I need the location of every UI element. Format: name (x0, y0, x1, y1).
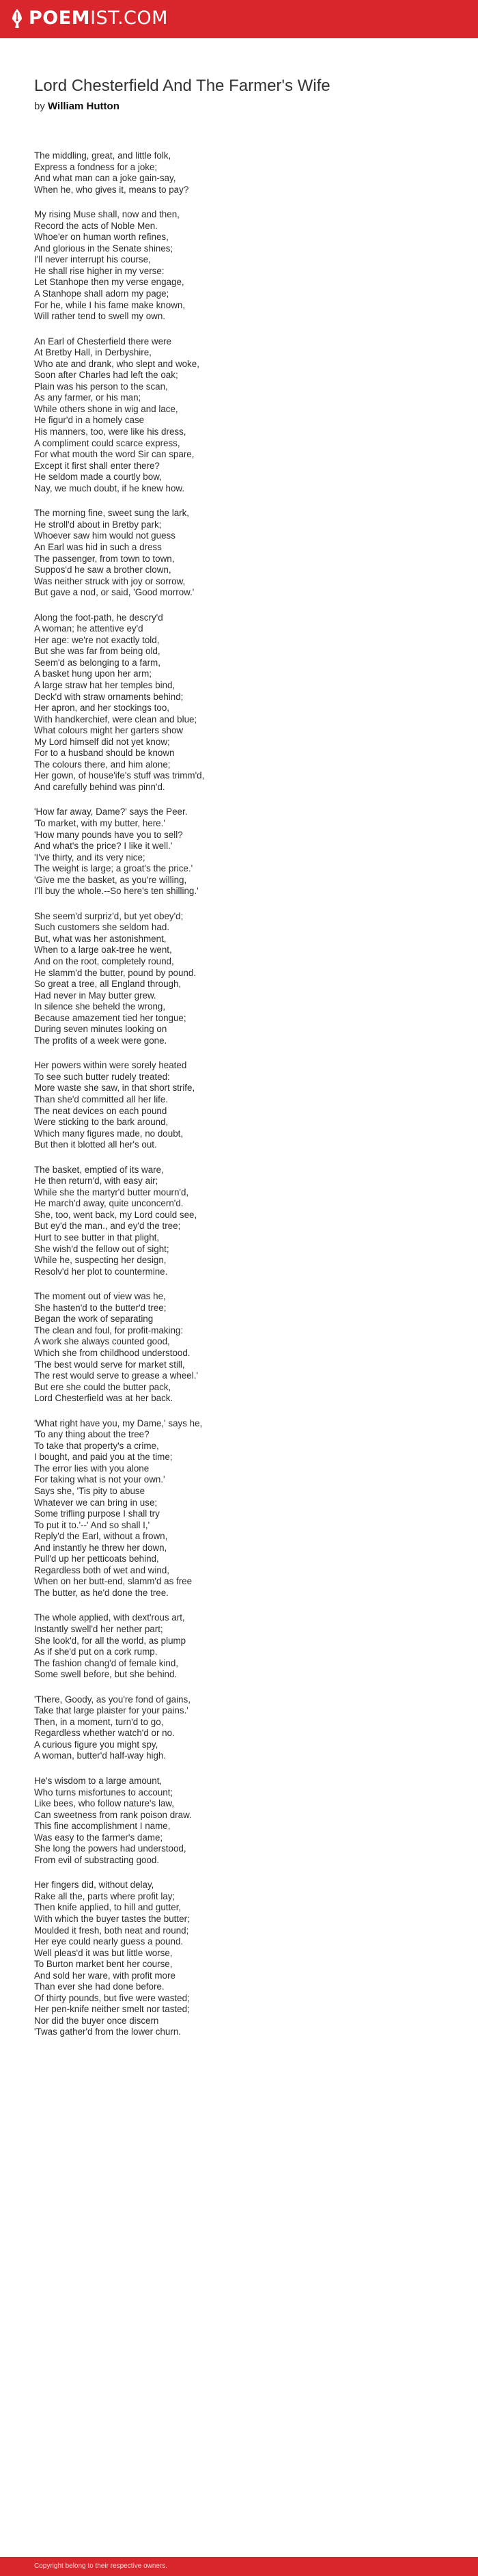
poem-line: With handkerchief, were clean and blue; (34, 714, 197, 724)
poem-line: Who turns misfortunes to account; (34, 1787, 173, 1798)
poem-line: A large straw hat her temples bind, (34, 679, 175, 690)
poem-line: So great a tree, all England through, (34, 979, 182, 990)
stanza (34, 1291, 451, 1404)
poem-line: Her eye could nearly guess a pound. (34, 1936, 184, 1947)
poem-line: A woman, butter'd half-way high. (34, 1750, 167, 1761)
stanza (34, 1694, 451, 1762)
poem-line: As any farmer, or his man; (34, 392, 141, 403)
poem-line: Her age: we're not exactly told, (34, 634, 160, 645)
poem-line: Was easy to the farmer's dame; (34, 1832, 163, 1843)
stanza (34, 1418, 451, 1599)
poem-line: She, too, went back, my Lord could see, (34, 1209, 197, 1220)
poem-line: And what man can a joke gain-say, (34, 173, 176, 184)
poem-line: When he, who gives it, means to pay? (34, 184, 189, 195)
poem-line: The moment out of view was he, (34, 1291, 166, 1302)
poem-line: He seldom made a courtly bow, (34, 472, 162, 483)
stanza (34, 806, 451, 897)
poem-line: To take that property's a crime, (34, 1440, 159, 1451)
poem-line: The morning fine, sweet sung the lark, (34, 508, 190, 519)
poem-line: I'll never interrupt his course, (34, 254, 151, 265)
poem-line: Her fingers did, without delay, (34, 1880, 154, 1890)
poem-line: Will rather tend to swell my own. (34, 311, 165, 322)
poem-line: While she the martyr'd butter mourn'd, (34, 1187, 189, 1197)
poem-line: When on her butt-end, slamm'd as free (34, 1576, 193, 1587)
logo-text-bold: POEM (29, 8, 91, 29)
poem-line: Such customers she seldom had. (34, 922, 169, 933)
site-logo-text (29, 8, 168, 29)
poem-line: During seven minutes looking on (34, 1024, 167, 1035)
poem-line: Take that large plaister for your pains.' (34, 1705, 188, 1716)
poem-line: 'To market, with my butter, here.' (34, 817, 165, 828)
stanza (34, 209, 451, 322)
poem-line: Then, in a moment, turn'd to go, (34, 1716, 164, 1727)
poem-line: Instantly swell'd her nether part; (34, 1623, 163, 1634)
poem-line: Pull'd up her petticoats behind, (34, 1554, 159, 1564)
poem-line: He figur'd in a homely case (34, 415, 145, 426)
stanza (34, 1880, 451, 2038)
poem-line: Deck'd with straw ornaments behind; (34, 691, 184, 702)
poem-line: 'The best would serve for market still, (34, 1359, 185, 1370)
poem-line: The passenger, from town to town, (34, 553, 175, 564)
poem-line: Had never in May butter grew. (34, 990, 156, 1001)
poem-line: A curious figure you might spy, (34, 1739, 158, 1750)
stanza (34, 508, 451, 598)
poem-line: But then it blotted all her's out. (34, 1139, 157, 1150)
poem-header (34, 75, 451, 113)
poem-line: What colours might her garters show (34, 725, 184, 736)
poem-line: My rising Muse shall, now and then, (34, 209, 180, 220)
poem-line: For what mouth the word Sir can spare, (34, 449, 195, 460)
site-logo-link[interactable] (10, 8, 168, 29)
poem-line: To Burton market bent her course, (34, 1959, 173, 1970)
poem-line: More waste she saw, in that short strife, (34, 1083, 195, 1094)
poem-line: 'Give me the basket, as you're willing, (34, 874, 187, 885)
poem-line: 'There, Goody, as you're fond of gains, (34, 1694, 191, 1705)
poem-line: Suppos'd he saw a brother clown, (34, 565, 171, 575)
poem-line: The error lies with you alone (34, 1463, 150, 1474)
poem-line: Regardless whether watch'd or no. (34, 1728, 175, 1739)
poem-line: Reply'd the Earl, without a frown, (34, 1531, 168, 1542)
poem-line: And glorious in the Senate shines; (34, 243, 173, 254)
poem-line: To see such butter rudely treated: (34, 1071, 170, 1082)
poem-line: Her pen-knife neither smelt nor tasted; (34, 2004, 190, 2015)
poem-line: The fashion chang'd of female kind, (34, 1657, 178, 1668)
poem-line: The clean and foul, for profit-making: (34, 1325, 184, 1336)
poem-line: The whole applied, with dext'rous art, (34, 1612, 185, 1623)
poem-line: Then knife applied, to hill and gutter, (34, 1902, 182, 1913)
poem-line: Her apron, and her stockings too, (34, 703, 169, 714)
poem-line: He march'd away, quite unconcern'd. (34, 1198, 184, 1209)
poem-line: Of thirty pounds, but five were wasted; (34, 1992, 190, 2003)
author-name: William Hutton (48, 100, 120, 112)
poem-line: Than ever she had done before. (34, 1981, 165, 1992)
poem-line: He slamm'd the butter, pound by pound. (34, 967, 197, 978)
poem-line: She seem'd surpriz'd, but yet obey'd; (34, 910, 184, 921)
poem-line: My Lord himself did not yet know; (34, 736, 170, 747)
copyright-notice: Copyright belong to their respective owners. (34, 2562, 168, 2570)
poem-line: The colours there, and him alone; (34, 759, 171, 770)
stanza (34, 1165, 451, 1277)
stanza (34, 1060, 451, 1150)
poem-line: Some swell before, but she behind. (34, 1669, 178, 1680)
poem-line: But, what was her astonishment, (34, 933, 167, 944)
poem-line: For he, while I his fame make known, (34, 299, 186, 310)
byline-prefix: by (34, 100, 45, 112)
poem-line: Nor did the buyer once discern (34, 2015, 159, 2026)
poem-line: The butter, as he'd done the tree. (34, 1587, 169, 1598)
poem-line: While he, suspecting her design, (34, 1255, 167, 1266)
site-header (0, 0, 478, 38)
poem-line: In silence she beheld the wrong, (34, 1001, 166, 1012)
poem-line: Were sticking to the bark around, (34, 1117, 169, 1128)
poem-line: Like bees, who follow nature's law, (34, 1798, 175, 1809)
poem-line: Lord Chesterfield was at her back. (34, 1393, 173, 1404)
poem-line: He stroll'd about in Bretby park; (34, 519, 162, 530)
poem-line: He then return'd, with easy air; (34, 1176, 158, 1187)
poem-line: A Stanhope shall adorn my page; (34, 288, 169, 299)
poem-line: Says she, 'Tis pity to abuse (34, 1485, 145, 1496)
poem-line: I bought, and paid you at the time; (34, 1452, 173, 1463)
poem-line: For taking what is not your own.' (34, 1474, 165, 1485)
poem-line: At Bretby Hall, in Derbyshire, (34, 347, 152, 358)
poem-line: Her gown, of house'ife's stuff was trimm'd, (34, 770, 205, 781)
poem-body (34, 150, 451, 2052)
poem-line: Who ate and drank, who slept and woke, (34, 358, 199, 369)
poem-line: Record the acts of Noble Men. (34, 220, 158, 231)
poem-line: Moulded it fresh, both neat and round; (34, 1925, 189, 1936)
poem-line: This fine accomplishment I name, (34, 1821, 171, 1832)
poem-line: He shall rise higher in my verse: (34, 265, 165, 276)
site-footer (0, 2557, 478, 2576)
poem-line: But ey'd the man., and ey'd the tree; (34, 1221, 181, 1232)
stanza (34, 336, 451, 495)
poem-line: 'To any thing about the tree? (34, 1429, 150, 1440)
poem-line: Which she from childhood understood. (34, 1347, 191, 1358)
poem-line: Resolv'd her plot to countermine. (34, 1266, 168, 1277)
poem-line: Because amazement tied her tongue; (34, 1012, 186, 1023)
poem-line: The basket, emptied of its ware, (34, 1164, 164, 1175)
stanza (34, 1612, 451, 1680)
poem-line: And what's the price? I like it well.' (34, 841, 173, 852)
stanza (34, 150, 451, 195)
poem-line: 'I've thirty, and its very nice; (34, 852, 145, 863)
stanza (34, 911, 451, 1047)
poem-line: Whoever saw him would not guess (34, 530, 175, 541)
fountain-pen-icon (10, 8, 25, 29)
poem-line: Seem'd as belonging to a farm, (34, 657, 160, 668)
stanza (34, 1776, 451, 1866)
poem-line: Regardless both of wet and wind, (34, 1564, 170, 1575)
poem-line: He's wisdom to a large amount, (34, 1776, 163, 1786)
poem-line: 'What right have you, my Dame,' says he, (34, 1418, 203, 1428)
poem-line: But she was far from being old, (34, 646, 160, 657)
poem-line: 'How far away, Dame?' says the Peer. (34, 806, 188, 817)
poem-line: A work she always counted good, (34, 1336, 170, 1347)
poem-line: She long the powers had understood, (34, 1843, 186, 1854)
poem-line: Express a fondness for a joke; (34, 161, 158, 172)
poem-line: Well pleas'd it was but little worse, (34, 1947, 173, 1958)
poem-line: Soon after Charles had left the oak; (34, 370, 178, 381)
stanza (34, 612, 451, 794)
poem-line: And sold her ware, with profit more (34, 1970, 175, 1981)
poem-line: A compliment could scarce express, (34, 437, 180, 448)
poem-line: But ere she could the butter pack, (34, 1381, 171, 1392)
poem-line: I'll buy the whole.--So here's ten shilling.' (34, 886, 199, 897)
poem-line: She look'd, for all the world, as plump (34, 1635, 186, 1646)
poem-line: Was neither struck with joy or sorrow, (34, 575, 186, 586)
poem-line: Than she'd committed all her life. (34, 1094, 169, 1105)
poem-line: His manners, too, were like his dress, (34, 426, 186, 437)
poem-line: Whoe'er on human worth refines, (34, 232, 169, 243)
poem-line: Hurt to see butter in that plight, (34, 1232, 160, 1243)
poem-line: Rake all the, parts where profit lay; (34, 1890, 175, 1901)
poem-line: Began the work of separating (34, 1314, 154, 1325)
poem-line: Some trifling purpose I shall try (34, 1508, 160, 1519)
poem-line: Can sweetness from rank poison draw. (34, 1809, 192, 1820)
poem-line: From evil of substracting good. (34, 1854, 160, 1865)
poem-line: The profits of a week were gone. (34, 1035, 167, 1046)
poem-line: Nay, we much doubt, if he knew how. (34, 483, 185, 493)
poem-line: Along the foot-path, he descry'd (34, 612, 163, 623)
poem-line: The middling, great, and little folk, (34, 150, 171, 161)
logo-text-light: IST.COM (90, 8, 168, 29)
poem-line: Plain was his person to the scan, (34, 381, 168, 392)
poem-line: With which the buyer tastes the butter; (34, 1914, 190, 1925)
poem-line: Which many figures made, no doubt, (34, 1128, 184, 1139)
poem-line: When to a large oak-tree he went, (34, 945, 172, 955)
poem-line: And instantly he threw her down, (34, 1542, 167, 1553)
poem-line: While others shone in wig and lace, (34, 403, 178, 414)
poem-line: An Earl of Chesterfield there were (34, 336, 171, 347)
poem-line: She wish'd the fellow out of sight; (34, 1243, 169, 1254)
poem-line: Her powers within were sorely heated (34, 1060, 187, 1071)
poem-line: A woman; he attentive ey'd (34, 623, 143, 634)
poem-line: An Earl was hid in such a dress (34, 541, 162, 552)
poem-line: For to a husband should be known (34, 748, 175, 759)
poem-line: To put it to.'--' And so shall I,' (34, 1519, 150, 1530)
poem-line: The weight is large; a groat's the price.' (34, 863, 193, 874)
poem-line: Except it first shall enter there? (34, 460, 160, 471)
poem-line: The rest would serve to grease a wheel.' (34, 1370, 198, 1381)
poem-line: But gave a nod, or said, 'Good morrow.' (34, 587, 195, 598)
poem-title: Lord Chesterfield And The Farmer's Wife (34, 77, 331, 95)
poem-line: A basket hung upon her arm; (34, 668, 152, 679)
poem-line: The neat devices on each pound (34, 1105, 167, 1116)
poem-line: Whatever we can bring in use; (34, 1497, 158, 1508)
poem-line: 'Twas gather'd from the lower churn. (34, 2026, 181, 2037)
poem-line: And carefully behind was pinn'd. (34, 781, 165, 792)
poem-line: She hasten'd to the butter'd tree; (34, 1302, 167, 1313)
byline (34, 100, 451, 113)
poem-line: 'How many pounds have you to sell? (34, 829, 183, 840)
poem-line: As if she'd put on a cork rump. (34, 1646, 158, 1657)
poem-line: And on the root, completely round, (34, 956, 174, 966)
poem-line: Let Stanhope then my verse engage, (34, 277, 184, 288)
